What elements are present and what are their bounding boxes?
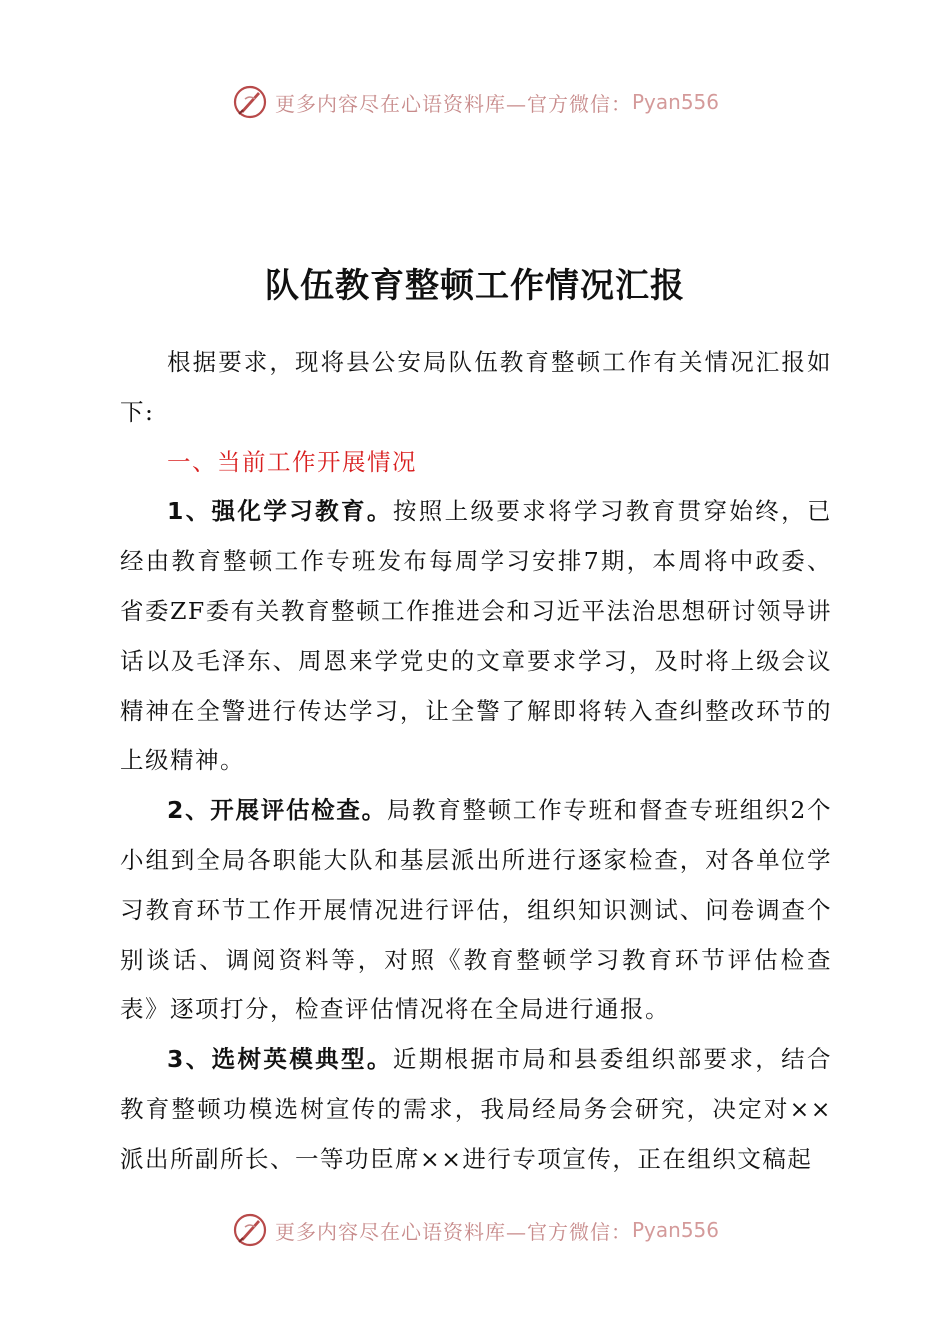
watermark-bottom [0,1210,950,1250]
item-title-1: 1、强化学习教育。 [167,497,393,526]
watermark-text: 更多内容尽在心语资料库—官方微信： [274,91,632,116]
watermark-text: 更多内容尽在心语资料库—官方微信： [274,1219,632,1244]
intro-paragraph: 根据要求，现将县公安局队伍教育整顿工作有关情况汇报如下: [120,348,832,426]
item-paragraph-3 [120,1035,832,1184]
watermark-top [0,82,950,122]
quill-pen-logo-icon [231,1211,269,1249]
document-body [120,338,832,1185]
section-heading: 一、当前工作开展情况 [167,447,417,476]
quill-pen-logo-icon [231,83,269,121]
item-body-1: 按照上级要求将学习教育贯穿始终，已经由教育整顿工作专班发布每周学习安排7期，本周将中政委、省委ZF委有关教育整顿工作推进会和习近平法治思想研讨领导讲话以及毛泽东、周恩来学党史的文章要求学习，及时将上级会议精神在全警进行传达学习，让全警了解即将转入查纠整改环节的上级精神。 [120,497,832,775]
item-title-2: 2、开展评估检查。 [167,796,387,825]
item-body-2: 局教育整顿工作专班和督查专班组织2个小组到全局各职能大队和基层派出所进行逐家检查，对各单位学习教育环节工作开展情况进行评估，组织知识测试、问卷调查个别谈话、调阅资料等，对照《教育整顿学习教育环节评估检查表》逐项打分，检查评估情况将在全局进行通报。 [120,796,832,1024]
item-title-3: 3、选树英模典型。 [167,1045,393,1074]
item-body-3: 近期根据市局和县委组织部要求，结合教育整顿功模选树宣传的需求，我局经局务会研究，决定对××派出所副所长、一等功臣席××进行专项宣传，正在组织文稿起 [120,1045,832,1173]
document-title: 队伍教育整顿工作情况汇报 [265,266,685,306]
item-paragraph-2 [120,786,832,1035]
item-paragraph-1 [120,487,832,786]
watermark-wechat-id: Pyan556 [631,90,719,114]
watermark-wechat-id: Pyan556 [631,1218,719,1242]
